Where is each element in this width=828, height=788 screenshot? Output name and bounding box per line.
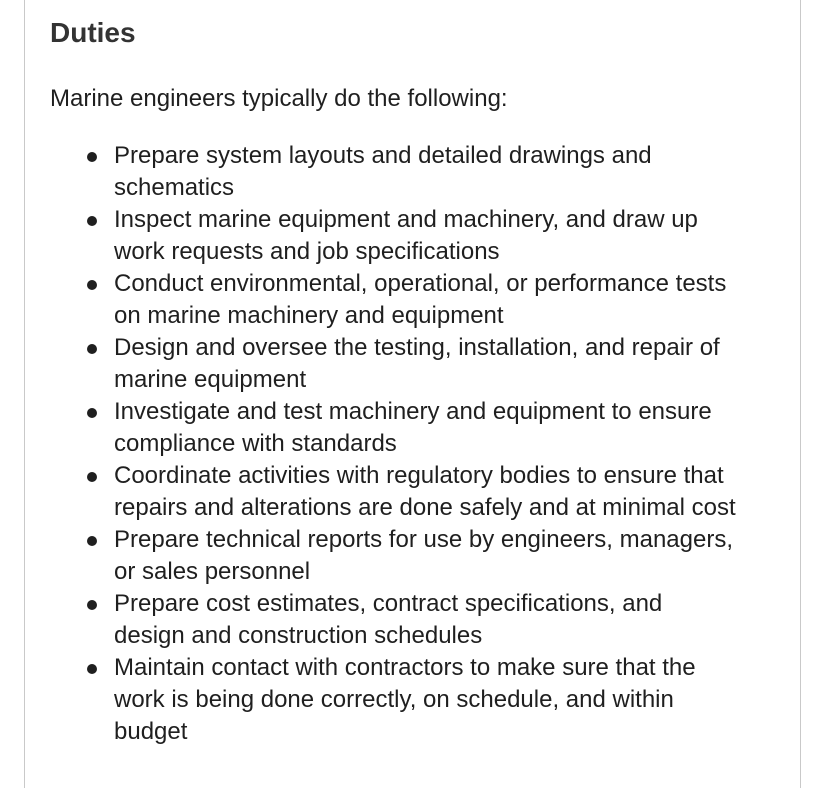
list-item-text: Conduct environmental, operational, or performance tests — [114, 270, 727, 297]
bullet-icon — [87, 664, 97, 674]
list-item — [50, 588, 794, 652]
list-item — [50, 460, 794, 524]
bullet-icon — [87, 344, 97, 354]
list-item-text: or sales personnel — [114, 558, 311, 585]
list-item-text: Investigate and test machinery and equipment to ensure — [114, 398, 712, 425]
section-intro: Marine engineers typically do the following: — [50, 85, 508, 112]
bullet-icon — [87, 408, 97, 418]
list-item-text: Prepare technical reports for use by engineers, managers, — [114, 526, 733, 553]
bullet-icon — [87, 216, 97, 226]
list-item-text: on marine machinery and equipment — [114, 302, 504, 329]
list-item-text: design and construction schedules — [114, 622, 483, 649]
list-item — [50, 268, 794, 332]
list-item — [50, 204, 794, 268]
list-item-text: work is being done correctly, on schedule, and within — [114, 686, 674, 713]
list-item — [50, 396, 794, 460]
list-item-text: Prepare cost estimates, contract specifications, and — [114, 590, 663, 617]
list-item-text: budget — [114, 718, 188, 745]
duties-list — [50, 140, 790, 748]
list-item-text: Prepare system layouts and detailed drawings and — [114, 142, 652, 169]
list-item-text: schematics — [114, 174, 235, 201]
content-panel — [24, 0, 801, 788]
bullet-icon — [87, 536, 97, 546]
bullet-icon — [87, 152, 97, 162]
list-item-text: Coordinate activities with regulatory bodies to ensure that — [114, 462, 724, 489]
list-item — [50, 332, 794, 396]
list-item-text: Maintain contact with contractors to make sure that the — [114, 654, 696, 681]
list-item-text: work requests and job specifications — [114, 238, 500, 265]
bullet-icon — [87, 472, 97, 482]
section-title: Duties — [50, 17, 136, 48]
list-item — [50, 652, 794, 748]
list-item — [50, 524, 794, 588]
bullet-icon — [87, 280, 97, 290]
bullet-icon — [87, 600, 97, 610]
list-item-text: marine equipment — [114, 366, 307, 393]
list-item-text: Design and oversee the testing, installation, and repair of — [114, 334, 720, 361]
list-item-text: Inspect marine equipment and machinery, and draw up — [114, 206, 698, 233]
list-item — [50, 140, 794, 204]
list-item-text: compliance with standards — [114, 430, 397, 457]
list-item-text: repairs and alterations are done safely and at minimal cost — [114, 494, 736, 521]
